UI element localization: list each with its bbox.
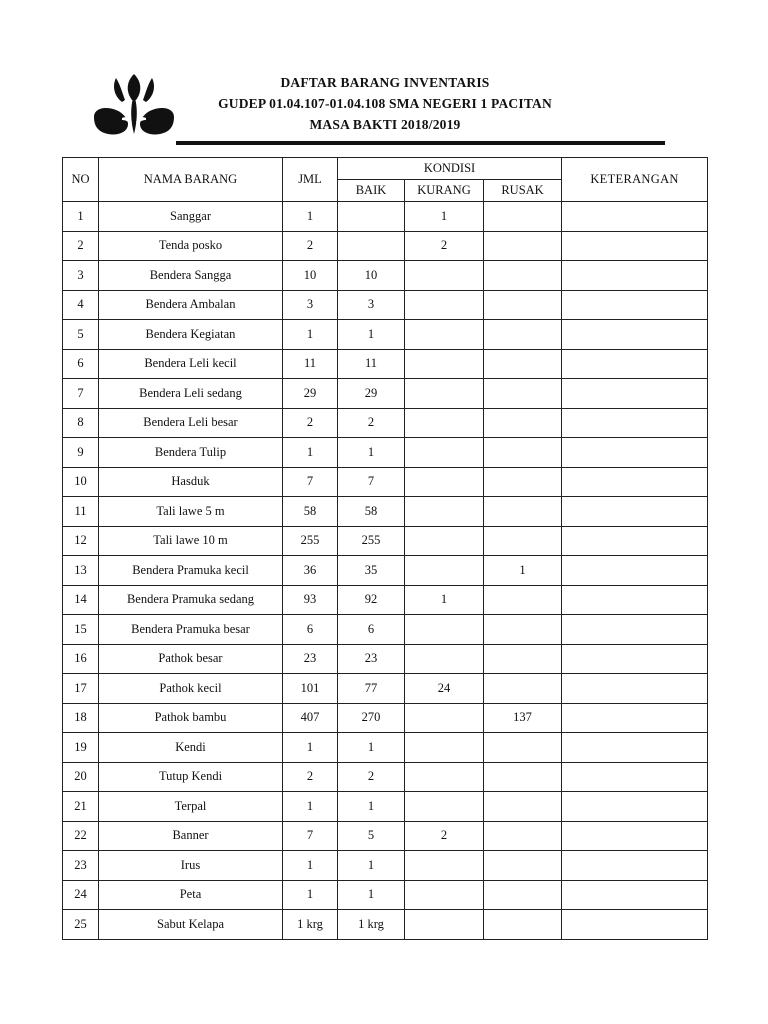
cell-no: 10 <box>63 467 99 497</box>
cell-nama-barang: Irus <box>99 851 283 881</box>
cell-rusak <box>484 733 562 763</box>
cell-rusak <box>484 615 562 645</box>
cell-kurang <box>405 703 484 733</box>
cell-nama-barang: Terpal <box>99 792 283 822</box>
cell-jml: 6 <box>283 615 338 645</box>
document-header <box>160 72 610 135</box>
cell-rusak <box>484 674 562 704</box>
cell-no: 4 <box>63 290 99 320</box>
table-row <box>63 408 708 438</box>
cell-baik: 35 <box>338 556 405 586</box>
table-row <box>63 821 708 851</box>
cell-keterangan <box>562 556 708 586</box>
cell-nama-barang: Sanggar <box>99 202 283 232</box>
cell-jml: 1 <box>283 792 338 822</box>
cell-kurang <box>405 556 484 586</box>
cell-jml: 255 <box>283 526 338 556</box>
cell-nama-barang: Pathok besar <box>99 644 283 674</box>
cell-kurang: 2 <box>405 821 484 851</box>
cell-rusak <box>484 379 562 409</box>
cell-jml: 1 <box>283 880 338 910</box>
table-row <box>63 556 708 586</box>
cell-kurang <box>405 290 484 320</box>
table-row <box>63 320 708 350</box>
table-row <box>63 880 708 910</box>
cell-baik: 2 <box>338 762 405 792</box>
cell-jml: 11 <box>283 349 338 379</box>
cell-kurang: 24 <box>405 674 484 704</box>
cell-baik <box>338 202 405 232</box>
table-row <box>63 202 708 232</box>
cell-baik: 77 <box>338 674 405 704</box>
table-row <box>63 615 708 645</box>
cell-no: 19 <box>63 733 99 763</box>
header-period: MASA BAKTI 2018/2019 <box>309 117 461 132</box>
cell-nama-barang: Pathok bambu <box>99 703 283 733</box>
table-row <box>63 438 708 468</box>
cell-rusak <box>484 320 562 350</box>
table-row <box>63 733 708 763</box>
inventory-table <box>62 157 708 940</box>
cell-nama-barang: Pathok kecil <box>99 674 283 704</box>
cell-kurang <box>405 851 484 881</box>
cell-kurang <box>405 320 484 350</box>
cell-nama-barang: Bendera Leli sedang <box>99 379 283 409</box>
cell-rusak <box>484 880 562 910</box>
cell-jml: 23 <box>283 644 338 674</box>
cell-no: 1 <box>63 202 99 232</box>
cell-nama-barang: Bendera Leli besar <box>99 408 283 438</box>
cell-kurang <box>405 762 484 792</box>
cell-rusak <box>484 851 562 881</box>
cell-baik: 2 <box>338 408 405 438</box>
cell-kurang <box>405 792 484 822</box>
cell-no: 12 <box>63 526 99 556</box>
cell-keterangan <box>562 644 708 674</box>
cell-nama-barang: Bendera Tulip <box>99 438 283 468</box>
cell-jml: 1 <box>283 733 338 763</box>
cell-baik: 92 <box>338 585 405 615</box>
cell-nama-barang: Bendera Pramuka kecil <box>99 556 283 586</box>
cell-baik: 10 <box>338 261 405 291</box>
table-row <box>63 851 708 881</box>
cell-nama-barang: Kendi <box>99 733 283 763</box>
cell-rusak <box>484 585 562 615</box>
cell-rusak <box>484 261 562 291</box>
cell-rusak <box>484 202 562 232</box>
cell-keterangan <box>562 202 708 232</box>
header-nama-barang: NAMA BARANG <box>99 158 283 202</box>
cell-no: 13 <box>63 556 99 586</box>
cell-jml: 7 <box>283 821 338 851</box>
cell-baik: 1 <box>338 880 405 910</box>
cell-no: 24 <box>63 880 99 910</box>
cell-keterangan <box>562 408 708 438</box>
cell-no: 20 <box>63 762 99 792</box>
table-row <box>63 497 708 527</box>
cell-no: 7 <box>63 379 99 409</box>
cell-kurang <box>405 261 484 291</box>
cell-no: 25 <box>63 910 99 940</box>
table-row <box>63 379 708 409</box>
cell-no: 5 <box>63 320 99 350</box>
cell-kurang <box>405 379 484 409</box>
header-keterangan: KETERANGAN <box>562 158 708 202</box>
table-row <box>63 349 708 379</box>
cell-nama-barang: Bendera Pramuka sedang <box>99 585 283 615</box>
cell-keterangan <box>562 880 708 910</box>
table-row <box>63 261 708 291</box>
cell-no: 8 <box>63 408 99 438</box>
cell-rusak <box>484 231 562 261</box>
cell-keterangan <box>562 851 708 881</box>
cell-keterangan <box>562 585 708 615</box>
cell-nama-barang: Bendera Kegiatan <box>99 320 283 350</box>
cell-kurang: 1 <box>405 202 484 232</box>
cell-baik: 7 <box>338 467 405 497</box>
cell-kurang <box>405 467 484 497</box>
cell-rusak <box>484 438 562 468</box>
cell-keterangan <box>562 762 708 792</box>
header-baik: BAIK <box>338 180 405 202</box>
cell-baik: 270 <box>338 703 405 733</box>
header-jml: JML <box>283 158 338 202</box>
cell-rusak <box>484 644 562 674</box>
cell-kurang <box>405 615 484 645</box>
cell-rusak <box>484 467 562 497</box>
cell-nama-barang: Sabut Kelapa <box>99 910 283 940</box>
cell-jml: 407 <box>283 703 338 733</box>
cell-baik: 58 <box>338 497 405 527</box>
header-kurang: KURANG <box>405 180 484 202</box>
cell-baik: 11 <box>338 349 405 379</box>
cell-nama-barang: Bendera Pramuka besar <box>99 615 283 645</box>
table-row <box>63 526 708 556</box>
cell-nama-barang: Hasduk <box>99 467 283 497</box>
cell-kurang <box>405 644 484 674</box>
cell-rusak <box>484 821 562 851</box>
cell-nama-barang: Bendera Ambalan <box>99 290 283 320</box>
cell-kurang <box>405 408 484 438</box>
cell-jml: 101 <box>283 674 338 704</box>
header-divider <box>176 141 665 145</box>
cell-keterangan <box>562 821 708 851</box>
cell-keterangan <box>562 615 708 645</box>
cell-jml: 1 <box>283 202 338 232</box>
cell-no: 15 <box>63 615 99 645</box>
cell-jml: 10 <box>283 261 338 291</box>
cell-kurang: 2 <box>405 231 484 261</box>
cell-rusak: 1 <box>484 556 562 586</box>
cell-nama-barang: Bendera Leli kecil <box>99 349 283 379</box>
cell-baik <box>338 231 405 261</box>
cell-rusak <box>484 290 562 320</box>
cell-jml: 7 <box>283 467 338 497</box>
header-title: DAFTAR BARANG INVENTARIS <box>280 75 490 90</box>
cell-no: 11 <box>63 497 99 527</box>
table-row <box>63 231 708 261</box>
cell-jml: 36 <box>283 556 338 586</box>
cell-rusak <box>484 526 562 556</box>
cell-kurang <box>405 497 484 527</box>
cell-kurang <box>405 526 484 556</box>
cell-nama-barang: Tali lawe 5 m <box>99 497 283 527</box>
cell-kurang <box>405 438 484 468</box>
cell-keterangan <box>562 703 708 733</box>
cell-jml: 3 <box>283 290 338 320</box>
cell-jml: 58 <box>283 497 338 527</box>
cell-no: 22 <box>63 821 99 851</box>
cell-nama-barang: Banner <box>99 821 283 851</box>
cell-keterangan <box>562 910 708 940</box>
cell-jml: 2 <box>283 408 338 438</box>
table-row <box>63 762 708 792</box>
cell-no: 18 <box>63 703 99 733</box>
cell-jml: 1 <box>283 320 338 350</box>
cell-no: 17 <box>63 674 99 704</box>
header-no: NO <box>63 158 99 202</box>
cell-rusak <box>484 408 562 438</box>
header-rusak: RUSAK <box>484 180 562 202</box>
cell-no: 3 <box>63 261 99 291</box>
table-row <box>63 585 708 615</box>
table-row <box>63 467 708 497</box>
cell-baik: 3 <box>338 290 405 320</box>
cell-baik: 1 <box>338 792 405 822</box>
cell-no: 16 <box>63 644 99 674</box>
table-row <box>63 792 708 822</box>
cell-no: 23 <box>63 851 99 881</box>
cell-keterangan <box>562 231 708 261</box>
cell-nama-barang: Tali lawe 10 m <box>99 526 283 556</box>
cell-baik: 255 <box>338 526 405 556</box>
cell-kurang <box>405 880 484 910</box>
table-header-row <box>63 158 708 180</box>
cell-rusak: 137 <box>484 703 562 733</box>
cell-keterangan <box>562 497 708 527</box>
cell-nama-barang: Peta <box>99 880 283 910</box>
cell-jml: 93 <box>283 585 338 615</box>
cell-kurang <box>405 733 484 763</box>
cell-kurang <box>405 349 484 379</box>
cell-kurang <box>405 910 484 940</box>
cell-baik: 5 <box>338 821 405 851</box>
cell-baik: 23 <box>338 644 405 674</box>
cell-rusak <box>484 762 562 792</box>
cell-no: 21 <box>63 792 99 822</box>
cell-keterangan <box>562 438 708 468</box>
cell-keterangan <box>562 379 708 409</box>
cell-kurang: 1 <box>405 585 484 615</box>
table-row <box>63 910 708 940</box>
cell-nama-barang: Bendera Sangga <box>99 261 283 291</box>
cell-baik: 6 <box>338 615 405 645</box>
cell-jml: 2 <box>283 762 338 792</box>
cell-keterangan <box>562 792 708 822</box>
cell-keterangan <box>562 526 708 556</box>
cell-nama-barang: Tutup Kendi <box>99 762 283 792</box>
table-row <box>63 290 708 320</box>
cell-jml: 29 <box>283 379 338 409</box>
table-row <box>63 644 708 674</box>
cell-keterangan <box>562 261 708 291</box>
cell-baik: 29 <box>338 379 405 409</box>
cell-jml: 1 <box>283 438 338 468</box>
cell-no: 14 <box>63 585 99 615</box>
cell-baik: 1 <box>338 851 405 881</box>
cell-rusak <box>484 497 562 527</box>
cell-keterangan <box>562 320 708 350</box>
table-body <box>63 202 708 940</box>
cell-rusak <box>484 910 562 940</box>
cell-keterangan <box>562 733 708 763</box>
cell-no: 2 <box>63 231 99 261</box>
header-subtitle: GUDEP 01.04.107-01.04.108 SMA NEGERI 1 PACITAN <box>218 96 552 111</box>
cell-baik: 1 <box>338 733 405 763</box>
table-row <box>63 674 708 704</box>
cell-jml: 1 <box>283 851 338 881</box>
cell-keterangan <box>562 674 708 704</box>
cell-nama-barang: Tenda posko <box>99 231 283 261</box>
cell-jml: 1 krg <box>283 910 338 940</box>
cell-keterangan <box>562 349 708 379</box>
cell-rusak <box>484 792 562 822</box>
cell-keterangan <box>562 290 708 320</box>
table-row <box>63 703 708 733</box>
cell-baik: 1 krg <box>338 910 405 940</box>
cell-baik: 1 <box>338 320 405 350</box>
cell-keterangan <box>562 467 708 497</box>
header-kondisi: KONDISI <box>338 158 562 180</box>
cell-baik: 1 <box>338 438 405 468</box>
cell-rusak <box>484 349 562 379</box>
cell-no: 9 <box>63 438 99 468</box>
cell-jml: 2 <box>283 231 338 261</box>
cell-no: 6 <box>63 349 99 379</box>
